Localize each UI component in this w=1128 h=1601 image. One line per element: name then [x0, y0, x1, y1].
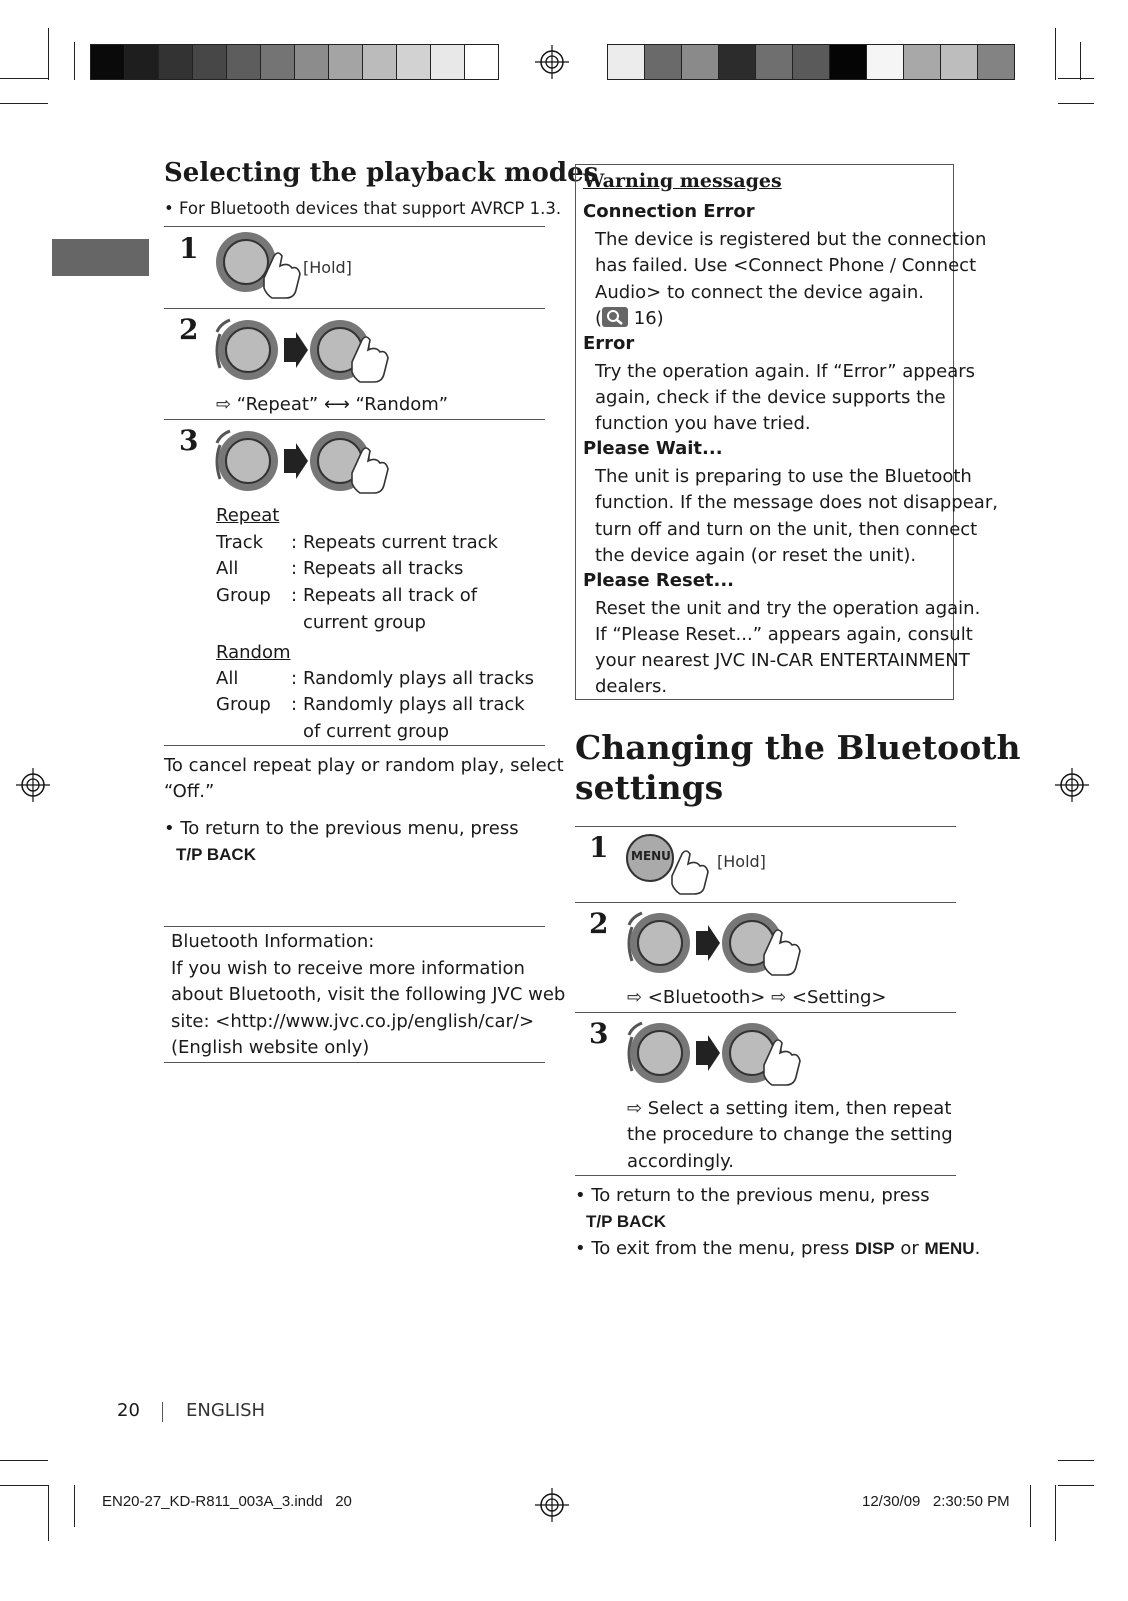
step-number: 2 [179, 313, 199, 346]
hold-label: [Hold] [303, 258, 352, 277]
color-swatch [328, 44, 363, 80]
menu-key: MENU [924, 1239, 975, 1258]
step-number: 1 [179, 232, 199, 265]
warning-text-line: has failed. Use <Connect Phone / Connect [595, 255, 977, 276]
color-swatch [829, 44, 867, 80]
cancel-note-line: “Off.” [164, 781, 215, 802]
warning-name: Please Wait... [583, 438, 723, 459]
color-swatch [260, 44, 295, 80]
color-swatch [681, 44, 719, 80]
repeat-row-value: Repeats all tracks [303, 558, 464, 579]
row-separator: : [291, 558, 298, 579]
color-swatch [430, 44, 465, 80]
color-swatch [158, 44, 193, 80]
registration-mark-icon [16, 768, 50, 802]
page-reference-number: 16 [633, 308, 657, 329]
color-swatch [396, 44, 431, 80]
footer-divider [162, 1402, 163, 1422]
step-number: 1 [589, 831, 609, 864]
warning-text-line: function. If the message does not disappear, [595, 492, 998, 513]
step-number: 3 [589, 1017, 609, 1050]
step-number: 3 [179, 424, 199, 457]
row-separator: : [291, 532, 298, 553]
warning-text-line: Reset the unit and try the operation again. [595, 598, 981, 619]
warning-text-line: If “Please Reset...” appears again, consult [595, 624, 973, 645]
knob-turn-press-icon [212, 425, 392, 499]
color-swatch [977, 44, 1015, 80]
knob-turn-press-icon [212, 314, 392, 388]
return-note: • To return to the previous menu, press [164, 818, 519, 839]
repeat-row-key: Group [216, 585, 271, 606]
warning-name: Error [583, 333, 635, 354]
page-number: 20 [117, 1400, 140, 1421]
tp-back-key: T/P BACK [176, 845, 256, 864]
random-row-value: Randomly plays all track of current group [303, 694, 525, 742]
warning-text-line: again, check if the device supports the [595, 387, 946, 408]
color-swatch [362, 44, 397, 80]
warning-name: Connection Error [583, 201, 755, 222]
bluetooth-info-line: Bluetooth Information: [171, 931, 375, 952]
color-swatch [903, 44, 941, 80]
exit-note: • To exit from the menu, press DISP or MENU. [575, 1238, 981, 1259]
bluetooth-info-line: about Bluetooth, visit the following JVC web [171, 984, 566, 1005]
section-title-line: Changing the Bluetooth [575, 728, 1021, 767]
color-swatch [124, 44, 159, 80]
row-separator: : [291, 668, 298, 689]
random-row-key: All [216, 668, 239, 689]
step-3-caption-line: ⇨ Select a setting item, then repeat [627, 1098, 952, 1119]
exit-note-text: • To exit from the menu, press [575, 1238, 850, 1259]
warning-text-line: Audio> to connect the device again. [595, 282, 924, 303]
step-2-caption: ⇨ <Bluetooth> ⇨ <Setting> [627, 987, 887, 1008]
color-swatch [192, 44, 227, 80]
step-3-caption-line: the procedure to change the setting [627, 1124, 953, 1145]
step-3-caption-line: accordingly. [627, 1151, 734, 1172]
random-row-key: Group [216, 694, 271, 715]
color-swatch [866, 44, 904, 80]
repeat-row-key: Track [216, 532, 264, 553]
repeat-row-value: Repeats all track of current group [303, 585, 478, 633]
repeat-row-key: All [216, 558, 239, 579]
warning-text-line: function you have tried. [595, 413, 811, 434]
color-swatch [226, 44, 261, 80]
section-title-line: settings [575, 768, 724, 807]
registration-mark-icon [535, 1488, 569, 1522]
color-swatch [294, 44, 329, 80]
color-swatch [607, 44, 645, 80]
row-separator: : [291, 694, 298, 715]
repeat-row-value: Repeats current track [303, 532, 498, 553]
magnifier-icon [602, 307, 628, 327]
step-number: 2 [589, 907, 609, 940]
section-title-bluetooth-settings [575, 728, 1020, 808]
knob-hold-icon [212, 228, 312, 300]
print-date: 12/30/09 2:30:50 PM [862, 1493, 1010, 1510]
warning-text-line: the device again (or reset the unit). [595, 545, 917, 566]
warning-title: Warning messages [583, 170, 782, 192]
knob-turn-press-icon [624, 1017, 804, 1091]
bluetooth-info-line: site: <http://www.jvc.co.jp/english/car/> [171, 1011, 535, 1032]
color-swatch [940, 44, 978, 80]
color-swatch [792, 44, 830, 80]
disp-key: DISP [854, 1239, 895, 1258]
warning-text-line: The unit is preparing to use the Bluetooth [595, 466, 972, 487]
color-swatch [90, 44, 125, 80]
menu-button-hold-icon [624, 832, 724, 896]
color-swatch [755, 44, 793, 80]
page-reference: ( 16) [595, 308, 664, 329]
warning-text-line: dealers. [595, 676, 668, 697]
language-label: ENGLISH [186, 1400, 266, 1421]
color-swatch [644, 44, 682, 80]
color-swatch [464, 44, 499, 80]
return-note: • To return to the previous menu, press [575, 1185, 930, 1206]
section-tab [52, 239, 149, 276]
exit-or: or [900, 1238, 919, 1259]
tp-back-key: T/P BACK [586, 1212, 666, 1231]
warning-text-line: The device is registered but the connection [595, 229, 987, 250]
step-2-caption: ⇨ “Repeat” ⟷ “Random” [216, 394, 449, 415]
warning-name: Please Reset... [583, 570, 735, 591]
registration-mark-icon [535, 45, 569, 79]
knob-turn-press-icon [624, 907, 804, 981]
bluetooth-info-line: (English website only) [171, 1037, 370, 1058]
hold-label: [Hold] [717, 852, 766, 871]
section-title-playback-modes: Selecting the playback modes [164, 158, 599, 188]
warning-text-line: turn off and turn on the unit, then connect [595, 519, 978, 540]
file-slug: EN20-27_KD-R811_003A_3.indd 20 [102, 1493, 352, 1510]
cancel-note-line: To cancel repeat play or random play, select [164, 755, 564, 776]
warning-text-line: Try the operation again. If “Error” appears [595, 361, 976, 382]
color-swatch [718, 44, 756, 80]
row-separator: : [291, 585, 298, 606]
warning-text-line: your nearest JVC IN-CAR ENTERTAINMENT [595, 650, 970, 671]
menu-button-label: MENU [631, 849, 671, 863]
bluetooth-info-line: If you wish to receive more information [171, 958, 525, 979]
avrcp-note: • For Bluetooth devices that support AVRCP 1.3. [164, 199, 562, 218]
repeat-heading: Repeat [216, 505, 280, 526]
registration-mark-icon [1055, 768, 1089, 802]
random-row-value: Randomly plays all tracks [303, 668, 535, 689]
random-heading: Random [216, 642, 291, 663]
